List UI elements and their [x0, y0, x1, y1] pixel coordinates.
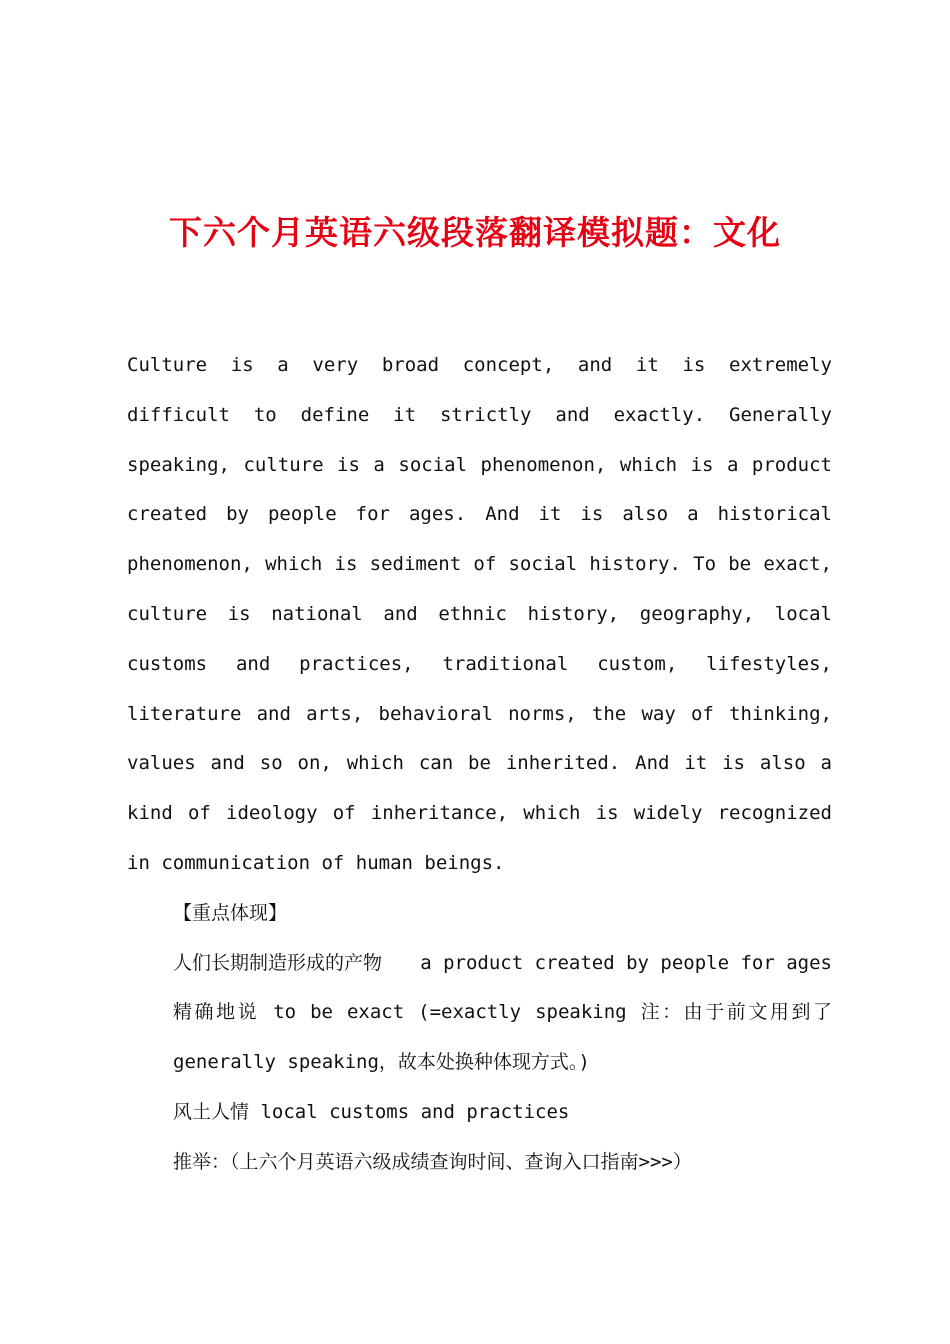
key-point-2-english: to be exact (=exactly speaking 注：由于前文用到了 generally speaking，故本处换种体现方式。)	[173, 1001, 832, 1074]
main-paragraph: Culture is a very broad concept, and it is extremely difficult to define it strictly and exactly. Generally speaking, culture is a social phenomenon, which is a product created by people for ages. And it is also a historical phenomenon, which is sediment of social history. To be exact, culture is national and ethnic history, geography, local customs and practices, traditional custom, lifestyles, literature and arts, behavioral norms, the way of thinking, values and so on, which can be inherited. And it is also a kind of ideology of inheritance, which is widely recognized in communication of human beings.	[127, 354, 832, 874]
key-point-1-chinese: 人们长期制造形成的产物	[173, 951, 383, 974]
key-point-2-chinese: 精确地说	[173, 1001, 260, 1024]
key-point-3	[127, 1088, 832, 1138]
key-point-1	[127, 939, 832, 989]
key-point-3-chinese: 风土人情	[173, 1100, 250, 1123]
recommendation-line: 推举：（上六个月英语六级成绩查询时间、查询入口指南>>>）	[173, 1150, 692, 1173]
key-point-2	[127, 988, 832, 1088]
document-body	[127, 341, 832, 1188]
key-point-1-english: a product created by people for ages	[420, 951, 832, 974]
document-title: 下六个月英语六级段落翻译模拟题：文化	[169, 213, 781, 252]
key-point-3-english: local customs and practices	[260, 1100, 570, 1123]
section-heading: 【重点体现】	[173, 901, 288, 924]
